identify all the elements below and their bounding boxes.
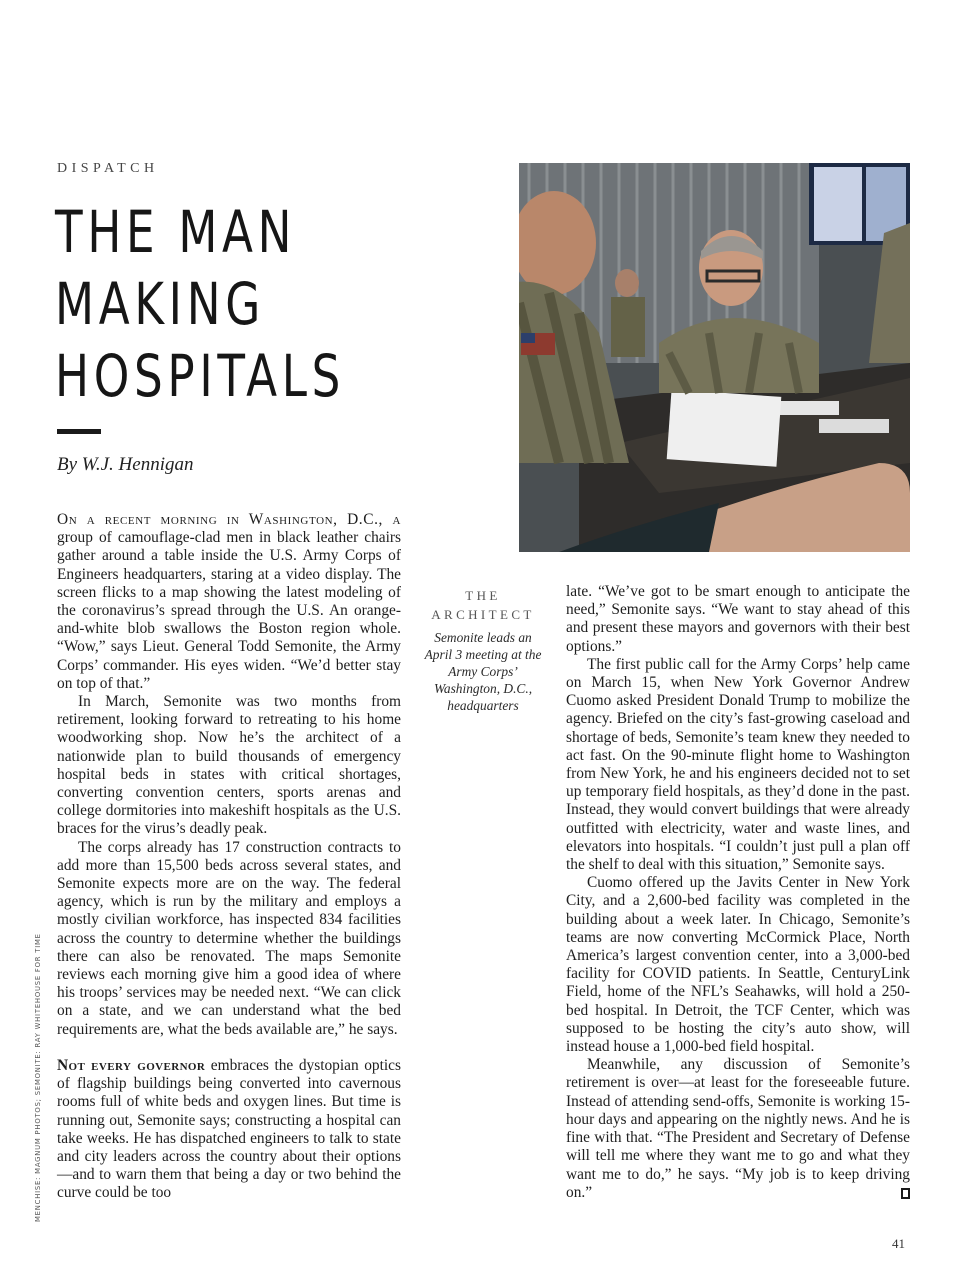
headline-line: HOSPITALS [55,342,346,410]
end-mark-icon [901,1188,910,1199]
paragraph: In March, Semonite was two months from retirement, looking forward to retreating to his home woodworking shop. Now he’s the architect of a nationwide plan to build thousands of emergency hospital beds in states with critical shortages, converting convention centers, sports arenas and college dormitories into makeshift hospitals as the U.S. braces for the virus’s deadly peak. [57,693,401,838]
page-number: 41 [892,1236,905,1251]
headline-rule [57,429,101,434]
paragraph: The first public call for the Army Corps’ help came on March 15, when New York Governor Andrew Cuomo asked President Donald Trump to mobilize the agency. Briefed on the city’s fast-growing caseload and shortage of beds, Semonite’s team knew they needed to act fast. On the 90-minute flight home to Washington from New York, he and his engineers decided not to set up temporary field hospitals, as they’d done in the past. Instead, they would convert buildings that were already outfitted with electricity, water and waste lines, and elevators into hospitals. “I couldn’t just pull a plan off the shelf to deal with this situation,” Semonite says. [566,655,910,874]
headline-line: MAKING [55,270,265,338]
meeting-photo-illustration [519,163,910,552]
photo-caption [424,586,542,714]
paragraph [566,1056,910,1202]
photo-credit: MENCHISE: MAGNUM PHOTOS; SEMONITE: RAY WHITEHOUSE FOR TIME [34,933,42,1222]
byline: By W.J. Hennigan [57,454,194,475]
paragraph: Cuomo offered up the Javits Center in New York City, and a 2,600-bed facility was completed in the building about a week later. In Chicago, Semonite’s teams are now converting McCormick Place, North America’s largest convention center, into a 3,000-bed facility for COVID patients. In Seattle, CenturyLink Field, home of the NFL’s Seahawks, will hold a 250-bed hospital. In Detroit, the TCF Center, which was supposed to be hosting the city’s auto show, will instead house a 1,000-bed field hospital. [566,874,910,1056]
section-label: DISPATCH [57,161,159,176]
caption-title: THE ARCHITECT [431,588,535,622]
article-column-left [57,511,401,1203]
paragraph [57,511,401,693]
meeting-photo [519,163,910,552]
lede-small-caps: On a recent morning in Washington, D.C., a [57,511,401,528]
caption-text: Semonite leads an April 3 meeting at the Army Corps’ Washington, D.C., headquarters [424,630,542,713]
paragraph-text: group of camouflage-clad men in black leather chairs gather around a table inside the U.S. Army Corps of Engineers headquarters, staring at a video display. The screen flicks to a map showing the latest modeling of the coronavirus’s spread through the U.S. An orange-and-white blob swallows the Boston region whole. “Wow,” says Lieut. General Todd Semonite, the Army Corps’ commander. His eyes widen. “We’d better stay on top of that.” [57,529,401,692]
paragraph: late. “We’ve got to be smart enough to anticipate the need,” Semonite says. “We want to stay ahead of this and present these mayors and governors with their best options.” [566,583,910,655]
headline [55,196,345,412]
paragraph-text: embraces the dystopian optics of flagship buildings being converted into cavernous rooms full of white beds and oxygen lines. But time is running out, Semonite says; constructing a hospital can take weeks. He has dispatched engineers to talk to state and city leaders across the country about their options—and to warn them that being a day or two behind the curve could be too [57,1056,401,1202]
run-in-heading: Not every governor [57,1056,206,1074]
paragraph-text: Meanwhile, any discussion of Semonite’s retirement is over—at least for the foreseeable future. Instead of attending send-offs, Semonite is working 15-hour days and appearing on the nightly news. And he is fine with that. “The President and Secretary of Defense will tell me where they want me to go and what they want me to do,” he says. “My job is to keep driving on.” [566,1056,910,1201]
article-column-right [566,583,910,1202]
paragraph: The corps already has 17 construction contracts to add more than 15,500 beds across several states, and Semonite expects more are on the way. The federal agency, which is run by the military and employs a mostly civilian workforce, has inspected 834 facilities across the country to determine whether the buildings there can also be renovated. The maps Semonite reviews each morning give him a good idea of where his troops’ services may be needed next. “We can click on a state, and we can understand what the bed requirements are, what the beds available are,” he says. [57,838,401,1038]
paragraph [57,1057,401,1203]
headline-line: THE MAN [55,198,297,266]
